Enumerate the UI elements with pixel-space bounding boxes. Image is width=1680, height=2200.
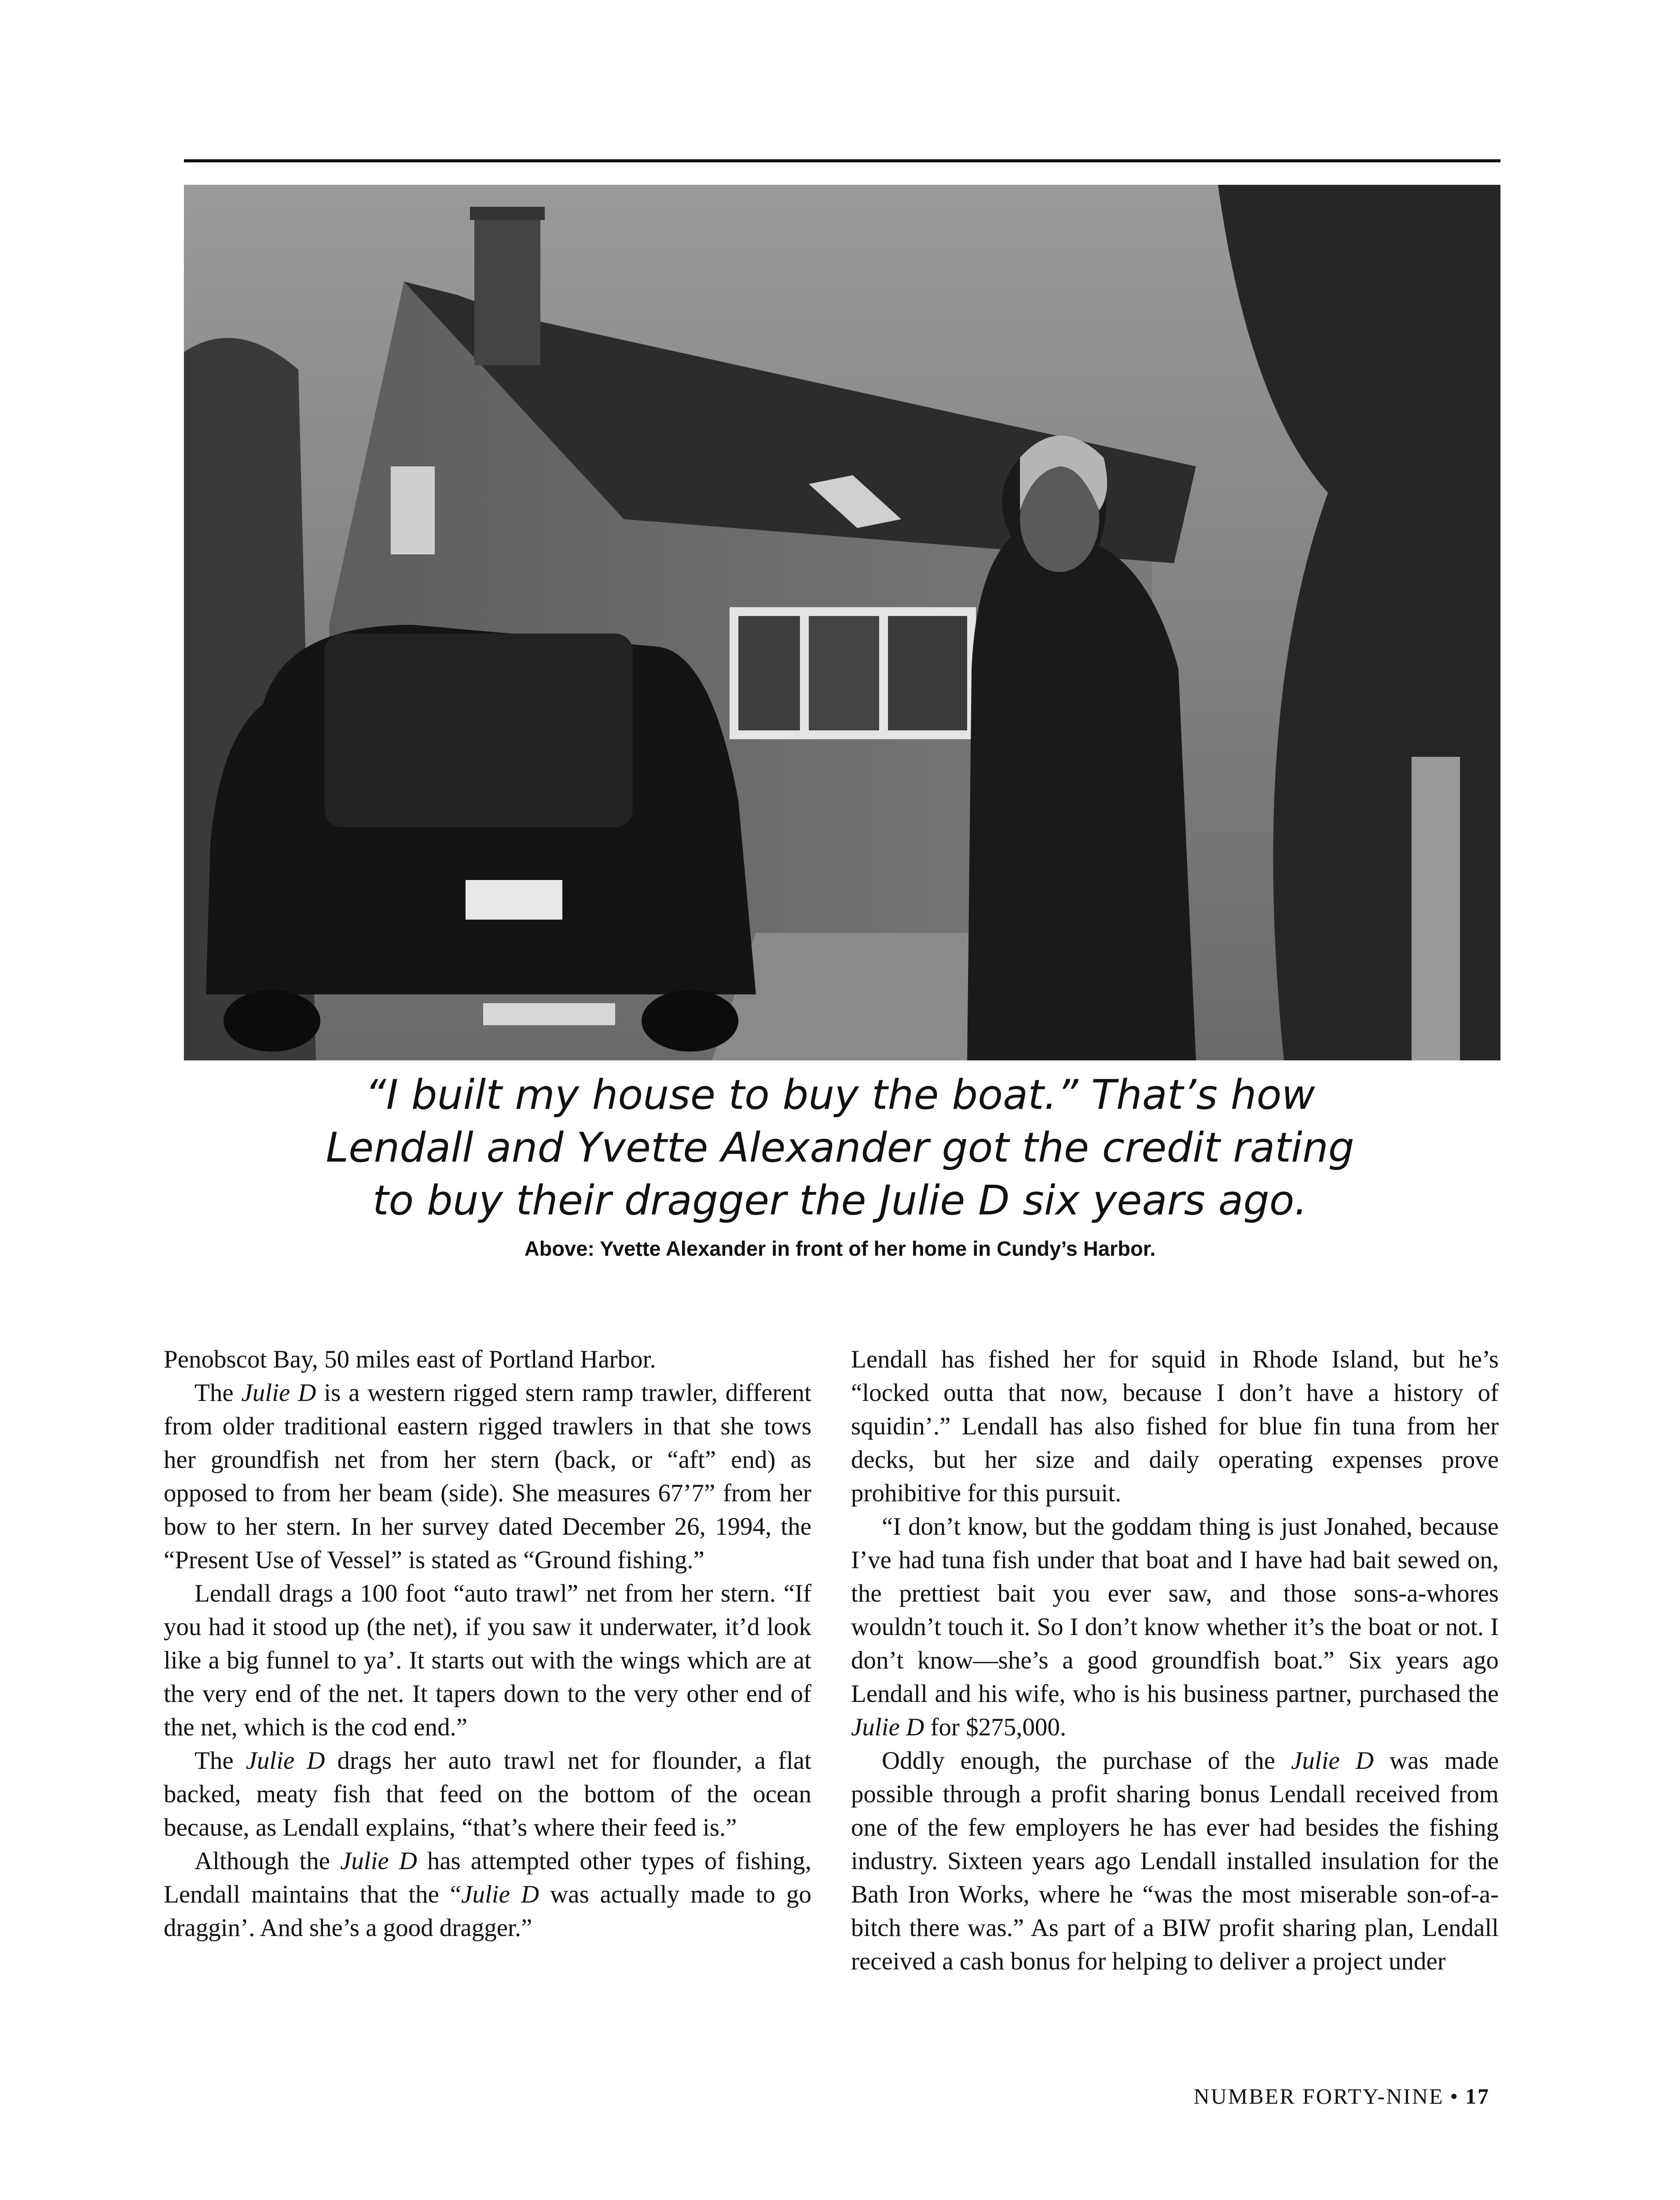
paragraph: Lendall drags a 100 foot “auto trawl” net from her stern. “If you had it stood up (the net), if you saw it underwater, it’d look like a big funnel to ya’. It starts out with the wings which are at the very end of the net. It tapers down to the very other end of the net, which is the cod end.” — [164, 1580, 811, 1741]
boat-name: Julie D — [340, 1847, 417, 1875]
paragraph: The Julie D drags her auto trawl net for flounder, a flat backed, meaty fish that feed on the bottom of the ocean because, as Lendall explains, “that’s where their feed is.” — [164, 1747, 812, 1841]
page-footer — [1194, 2083, 1490, 2109]
paragraph: Although the Julie D has attempted other types of fishing, Lendall maintains that the “Julie D was actually made to go draggin’. And she’s a good dragger.” — [164, 1847, 812, 1942]
photo-caption: Above: Yvette Alexander in front of her home in Cundy’s Harbor. — [524, 1237, 1156, 1260]
boat-name: Julie D — [241, 1379, 316, 1407]
pull-quote-line-2: Lendall and Yvette Alexander got the credit rating — [326, 1124, 1354, 1171]
top-rule — [184, 159, 1500, 162]
paragraph: The Julie D is a western rigged stern ramp trawler, different from older traditional eastern rigged trawlers in that she tows her groundfish net from her stern (back, or “aft” end) as opposed to from her beam (side). She measures 67’7” from her bow to her stern. In her survey dated December 26, 1994, the “Present Use of Vessel” is stated as “Ground fishing.” — [164, 1379, 811, 1574]
paragraph: Lendall has fished her for squid in Rhode Island, but he’s “locked outta that now, because I don’t have a history of squidin’.” Lendall has also fished for blue fin tuna from her decks, but her size and daily operating expenses prove prohibitive for this pursuit. — [851, 1346, 1499, 1507]
page-number: 17 — [1465, 2084, 1490, 2108]
bullet-icon: • — [1450, 2084, 1459, 2108]
house-photo — [184, 185, 1500, 1060]
pull-quote-line-3: to buy their dragger the Julie D six years ago. — [372, 1177, 1308, 1224]
right-column — [851, 1343, 1499, 1978]
paragraph: Oddly enough, the purchase of the Julie D was made possible through a profit sharing bonus Lendall received from one of the few employers he has ever had besides the fishing industry. Sixteen years ago Lendall installed insulation for the Bath Iron Works, where he “was the most miserable son-of-a-bitch there was.” As part of a BIW profit sharing plan, Lendall received a cash bonus for helping to deliver a project under — [851, 1747, 1499, 1975]
left-column — [164, 1343, 811, 1945]
issue-label: NUMBER FORTY-NINE — [1193, 2084, 1444, 2108]
pull-quote-line-1: “I built my house to buy the boat.” That’s how — [365, 1071, 1315, 1118]
boat-name: Julie D — [461, 1881, 539, 1908]
photo-icon — [184, 185, 1500, 1060]
boat-name: Julie D — [1291, 1747, 1374, 1775]
paragraph: “I don’t know, but the goddam thing is just Jonahed, because I’ve had tuna fish under that boat and I have had bait sewed on, the prettiest bait you ever saw, and those sons-a-whores wouldn’t touch it. So I don’t know whether it’s the boat or not. I don’t know—she’s a good groundfish boat.” Six years ago Lendall and his wife, who is his business partner, purchased the Julie D for $275,000. — [851, 1513, 1499, 1741]
boat-name: Julie D — [246, 1747, 325, 1775]
pull-quote — [264, 1068, 1416, 1227]
paragraph: Penobscot Bay, 50 miles east of Portland Harbor. — [164, 1346, 656, 1373]
boat-name: Julie D — [851, 1713, 924, 1741]
